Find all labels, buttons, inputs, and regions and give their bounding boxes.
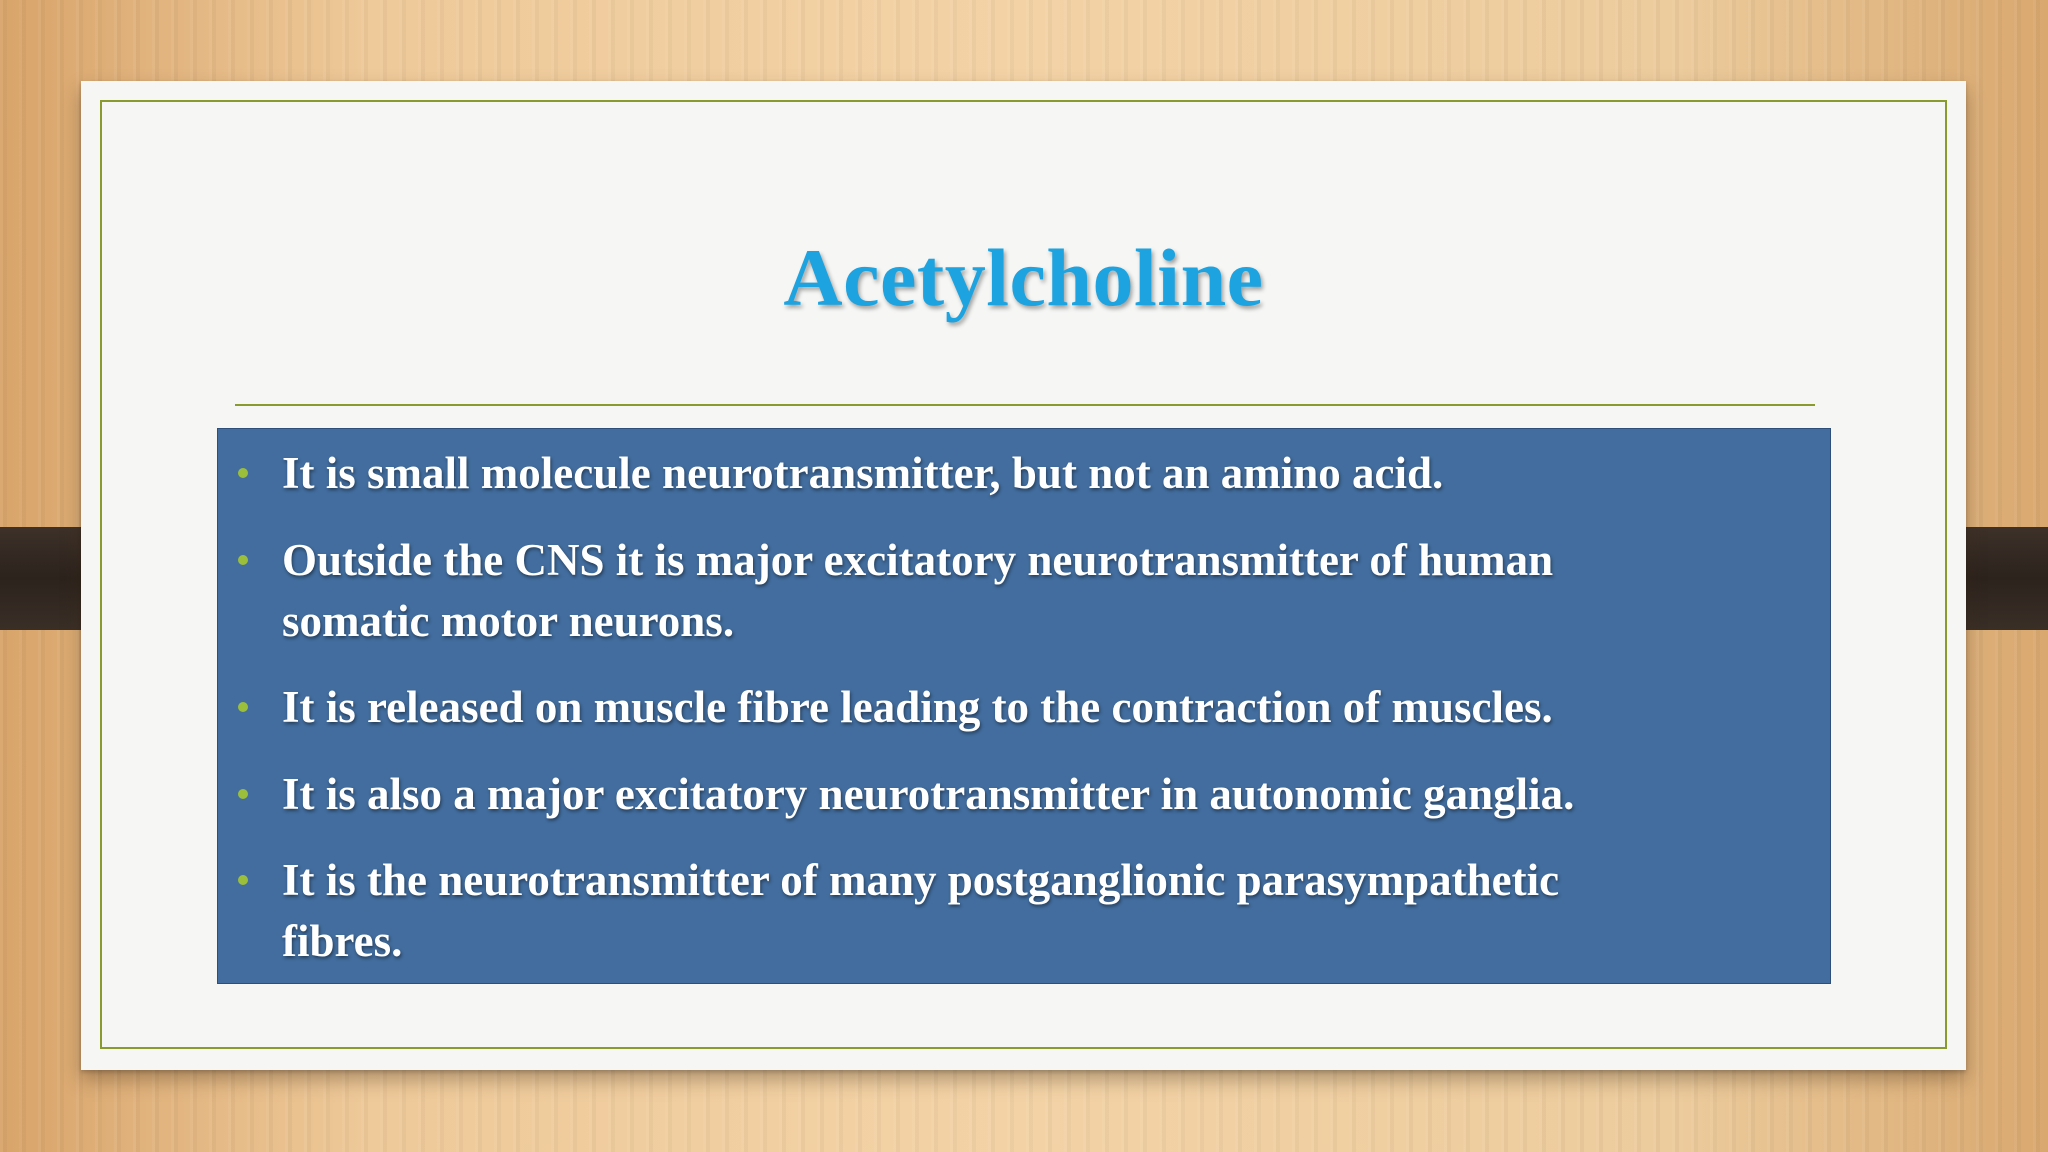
bullet-line: somatic motor neurons. bbox=[282, 596, 735, 646]
slide-title: Acetylcholine bbox=[783, 232, 1264, 323]
content-box bbox=[217, 428, 1831, 984]
slide-card bbox=[81, 81, 1966, 1070]
bullet-icon bbox=[238, 702, 248, 712]
bullet-line: It is the neurotransmitter of many postganglionic parasympathetic bbox=[282, 855, 1560, 905]
title-divider bbox=[235, 404, 1815, 406]
bullet-icon bbox=[238, 789, 248, 799]
bullet-text bbox=[282, 677, 1812, 738]
bullet-text bbox=[282, 443, 1812, 504]
bullet-icon bbox=[238, 555, 248, 565]
bullet-line: It is released on muscle fibre leading to the contraction of muscles. bbox=[282, 682, 1553, 732]
bullet-line: It is small molecule neurotransmitter, but not an amino acid. bbox=[282, 448, 1444, 498]
bullet-text bbox=[282, 764, 1812, 825]
bullet-icon bbox=[238, 468, 248, 478]
bullet-text bbox=[282, 850, 1812, 972]
bullet-line: fibres. bbox=[282, 916, 403, 966]
bullet-line: It is also a major excitatory neurotransmitter in autonomic ganglia. bbox=[282, 769, 1575, 819]
bullet-icon bbox=[238, 875, 248, 885]
bullet-line: Outside the CNS it is major excitatory neurotransmitter of human bbox=[282, 535, 1554, 585]
bullet-text bbox=[282, 530, 1812, 652]
